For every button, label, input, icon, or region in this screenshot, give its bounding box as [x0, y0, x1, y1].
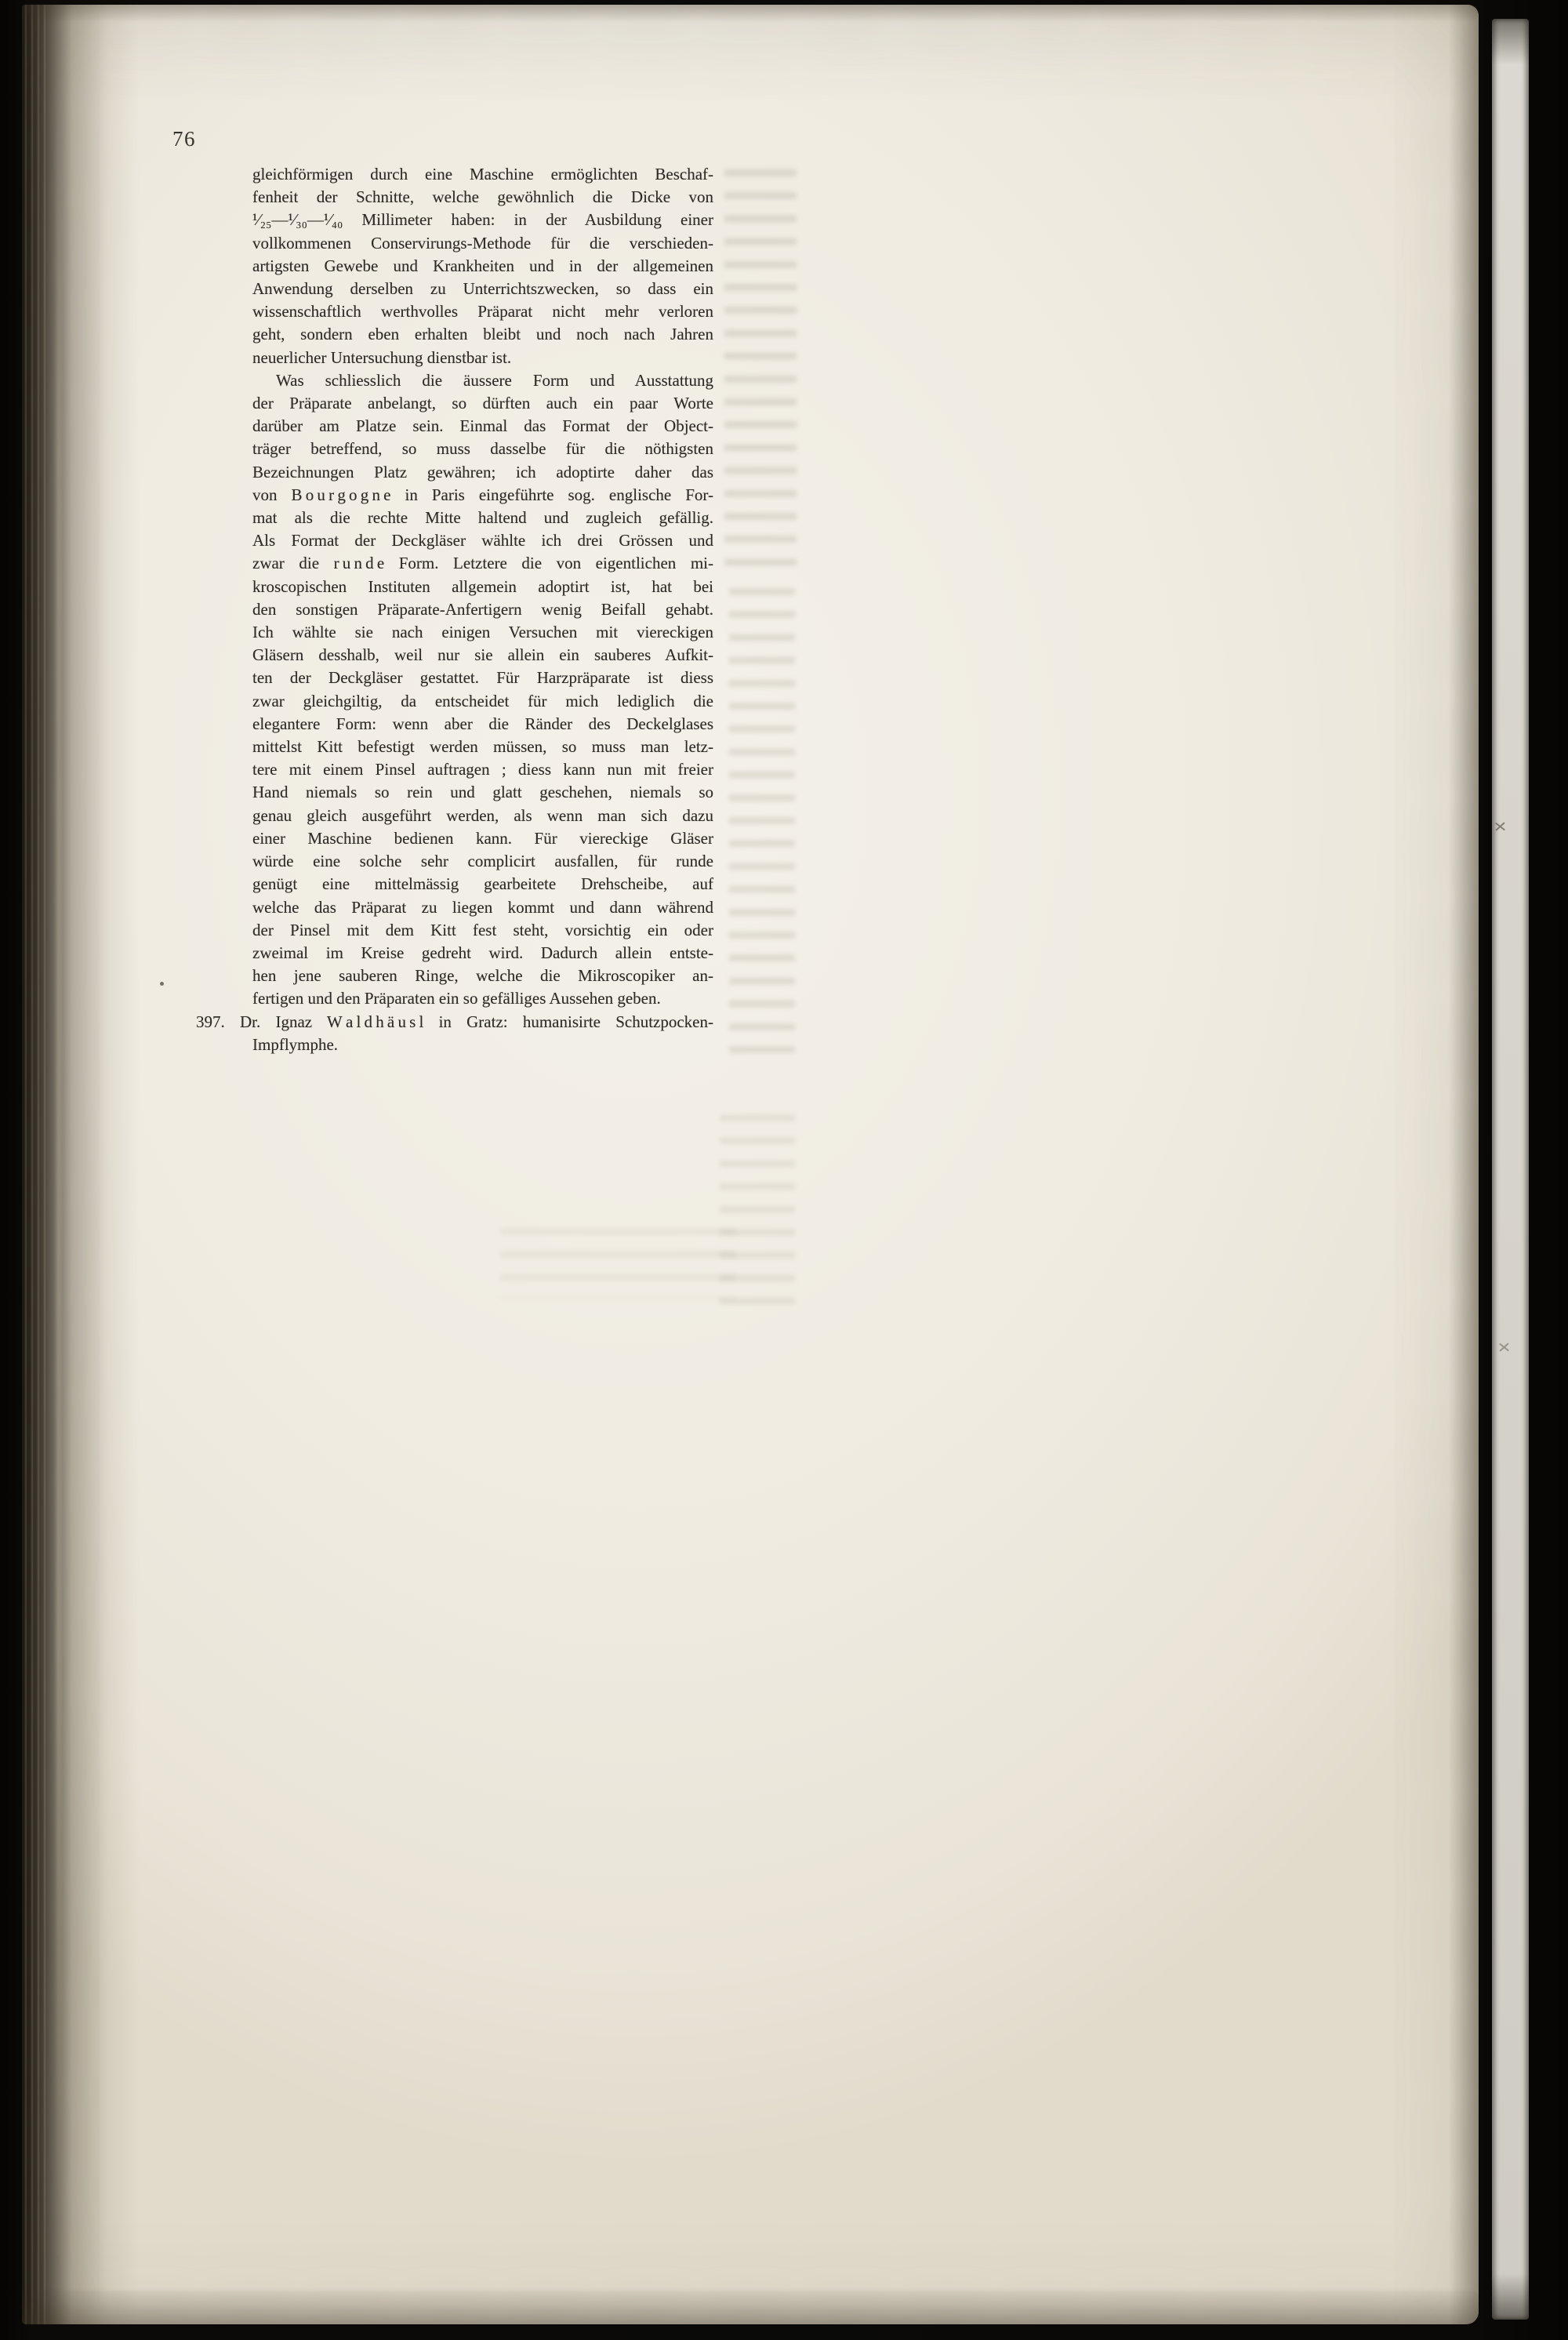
text-line: ¹⁄₂₅—¹⁄₃₀—¹⁄₄₀ Millimeter haben: in der Ausbildung einer [252, 210, 713, 230]
text-line: geht, sondern eben erhalten bleibt und noch nach Jahren [252, 325, 713, 344]
text-line: Als Format der Deckgläser wählte ich drei Grössen und [252, 531, 713, 550]
text-line: fenheit der Schnitte, welche gewöhnlich die Dicke von [252, 187, 713, 207]
ink-speck [160, 982, 164, 986]
text-line: fertigen und den Präparaten ein so gefälliges Aussehen geben. [252, 989, 661, 1008]
text-line: von B o u r g o g n e in Paris eingeführte sog. englische For- [252, 485, 713, 504]
text-line: elegantere Form: wenn aber die Ränder des Deckelglases [252, 714, 713, 733]
text-line: zwar die r u n d e Form. Letztere die von eigentlichen mi- [252, 554, 713, 573]
text-line: Bezeichnungen Platz gewähren; ich adoptirte daher das [252, 462, 713, 481]
text-line: Anwendung derselben zu Unterrichtszwecken, so dass ein [252, 279, 713, 299]
gutter-highlight [56, 52, 60, 2263]
page-edge-shadow-right [1449, 5, 1479, 2324]
text-line: welche das Präparat zu liegen kommt und dann während [252, 897, 713, 917]
text-line: der Pinsel mit dem Kitt fest steht, vorsichtig ein oder [252, 920, 713, 939]
text-line: darüber am Platze sein. Einmal das Format der Object- [252, 416, 713, 436]
text-line: träger betreffend, so muss dasselbe für die nöthigsten [252, 439, 713, 459]
show-through-smudge [500, 1228, 735, 1299]
text-line: hen jene sauberen Ringe, welche die Mikroscopiker an- [252, 966, 713, 986]
page-number: 76 [172, 127, 196, 151]
page-edge-shadow-bottom [22, 2287, 1479, 2324]
text-line: Was schliesslich die äussere Form und Ausstattung [276, 370, 713, 390]
text-line: Gläsern desshalb, weil nur sie allein ein sauberes Aufkit- [252, 645, 713, 665]
text-line: genau gleich ausgeführt werden, als wenn man sich dazu [252, 805, 713, 825]
pencil-mark [1493, 820, 1508, 833]
text-line: kroscopischen Instituten allgemein adoptirt ist, hat bei [252, 576, 713, 596]
text-line: Impflymphe. [252, 1034, 339, 1054]
text-line: Hand niemals so rein und glatt geschehen, niemals so [252, 783, 713, 802]
text-line: 397. Dr. Ignaz W a l d h ä u s l in Gratz: humanisirte Schutzpocken- [196, 1012, 713, 1031]
text-line: der Präparate anbelangt, so dürften auch ein paar Worte [252, 394, 713, 413]
text-line: zwar gleichgiltig, da entscheidet für mich lediglich die [252, 691, 713, 710]
text-line: neuerlicher Untersuchung dienstbar ist. [252, 347, 512, 367]
scan-vignette [22, 5, 1479, 2324]
page-edge-shadow-top [22, 5, 1479, 22]
adjacent-page-edge [1492, 19, 1529, 2320]
text-column [196, 163, 713, 1056]
pencil-mark [1497, 1341, 1512, 1353]
text-line: würde eine solche sehr complicirt ausfallen, für runde [252, 852, 713, 871]
show-through-smudge [729, 588, 795, 1068]
text-line: vollkommenen Conservirungs-Methode für die verschieden- [252, 233, 713, 253]
text-line: artigsten Gewebe und Krankheiten und in der allgemeinen [252, 256, 713, 275]
text-line: genügt eine mittelmässig gearbeitete Drehscheibe, auf [252, 874, 713, 894]
text-line: tere mit einem Pinsel auftragen ; diess kann nun mit freier [252, 760, 713, 779]
text-line: wissenschaftlich werthvolles Präparat nicht mehr verloren [252, 302, 713, 322]
text-line: mittelst Kitt befestigt werden müssen, so muss man letz- [252, 737, 713, 757]
show-through-smudge [724, 169, 797, 577]
book-page [22, 5, 1479, 2324]
text-line: den sonstigen Präparate-Anfertigern wenig Beifall gehabt. [252, 599, 713, 619]
show-through-smudge [720, 1114, 795, 1310]
text-line: mat als die rechte Mitte haltend und zugleich gefällig. [252, 508, 713, 528]
text-line: gleichförmigen durch eine Maschine ermöglichten Beschaf- [252, 165, 713, 183]
text-line: ten der Deckgläser gestattet. Für Harzpräparate ist diess [252, 668, 713, 688]
text-line: zweimal im Kreise gedreht wird. Dadurch allein entste- [252, 943, 713, 962]
page-edge-striations [25, 5, 49, 2324]
text-line: Ich wählte sie nach einigen Versuchen mit viereckigen [252, 623, 713, 642]
text-line: einer Maschine bedienen kann. Für viereckige Gläser [252, 828, 713, 848]
